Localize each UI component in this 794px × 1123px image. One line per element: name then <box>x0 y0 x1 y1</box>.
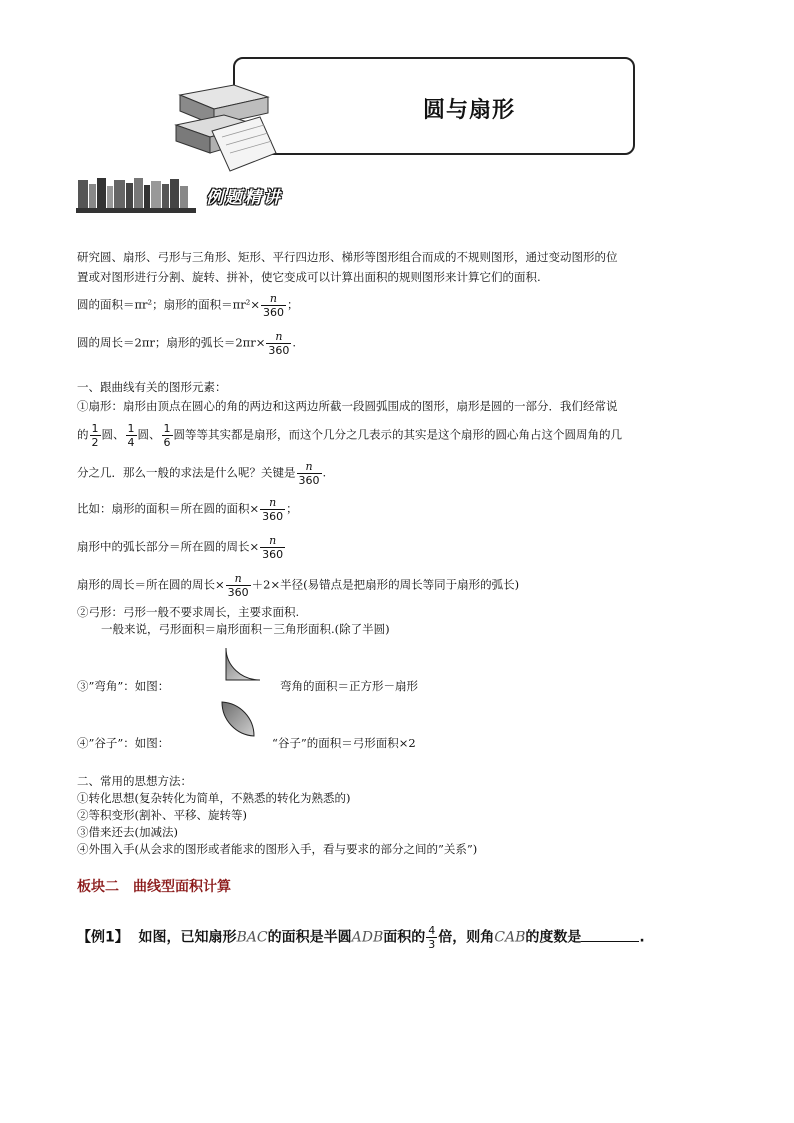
text: 比如：扇形的面积＝所在圆的面积× <box>77 501 260 516</box>
text: 面积的 <box>383 929 426 946</box>
var-bac: BAC <box>236 929 268 946</box>
example-area-formula <box>77 496 298 523</box>
section-heading <box>77 876 231 896</box>
intro-line-2: 置或对图形进行分割、旋转、拼补，使它变成可以计算出面积的规则图形来计算它们的面积. <box>77 270 541 284</box>
text: ＋2×半径(易错点是把扇形的周长等同于扇形的弧长) <box>251 577 520 592</box>
text: 扇形的周长＝所在圆的周长× <box>77 577 225 592</box>
item1-line-3 <box>77 460 326 487</box>
fraction-n-over-360: $\frac{n}{360}$ <box>262 534 284 561</box>
item3-label: ③”弯角”：如图： <box>77 679 170 693</box>
fraction-1-over-4: $\frac{1}{4}$ <box>127 422 135 449</box>
intro-line-1: 研究圆、扇形、弓形与三角形、矩形、平行四边形、梯形等图形组合而成的不规则图形，通过变动图形的位 <box>77 250 618 264</box>
fraction-n-over-360: $\frac{n}{360}$ <box>268 330 290 357</box>
text: 的 <box>77 427 89 442</box>
books-illustration <box>172 83 282 173</box>
answer-blank[interactable] <box>581 929 639 942</box>
example-tag: 【例1】 <box>77 929 129 946</box>
text: 圆、 <box>101 427 125 442</box>
var-adb: ADB <box>351 929 384 946</box>
fraction-n-over-360: $\frac{n}{360}$ <box>227 572 249 599</box>
item4-formula: “谷子”的面积＝弓形面积×2 <box>272 736 416 750</box>
example-perimeter-formula <box>77 572 519 599</box>
page-title: 圆与扇形 <box>423 98 516 123</box>
fraction-n-over-360: $\frac{n}{360}$ <box>298 460 320 487</box>
example-arc-formula <box>77 534 286 561</box>
item2-line-1: ②弓形：弓形一般不要求周长，主要求面积. <box>77 605 300 619</box>
bookshelf-banner-icon <box>76 174 196 214</box>
text: 的度数是 <box>525 929 582 946</box>
text: . <box>322 465 327 480</box>
formula-circle-perimeter <box>77 330 296 357</box>
text: . <box>639 929 645 946</box>
formula-circle-area <box>77 292 298 319</box>
text: ； <box>286 501 298 516</box>
fraction-1-over-2: $\frac{1}{2}$ <box>91 422 99 449</box>
formula-text: 圆的面积＝πr²；扇形的面积＝πr²× <box>77 297 260 312</box>
section-title: 曲线型面积计算 <box>133 879 231 895</box>
text: 倍，则角 <box>438 929 495 946</box>
grain-shape-figure <box>218 700 258 738</box>
formula-end: ； <box>286 297 299 312</box>
curved-corner-figure <box>224 646 264 682</box>
item4-label: ④”谷子”：如图： <box>77 736 170 750</box>
fraction-n-over-360: $\frac{n}{360}$ <box>262 292 284 319</box>
text: 圆等等其实都是扇形，而这个几分之几表示的其实是这个扇形的圆心角占这个圆周角的几 <box>173 427 622 442</box>
fraction-4-over-3: $\frac{4}{3}$ <box>428 924 436 951</box>
fraction-n-over-360: $\frac{n}{360}$ <box>262 496 284 523</box>
banner-label: 例题精讲 <box>206 188 282 208</box>
text: 扇形中的弧长部分＝所在圆的周长× <box>77 539 260 554</box>
formula-text: 圆的周长＝2πr；扇形的弧长＝2πr× <box>77 335 266 350</box>
part2-item-1: ①转化思想(复杂转化为简单，不熟悉的转化为熟悉的) <box>77 791 351 805</box>
part2-item-2: ②等积变形(割补、平移、旋转等) <box>77 808 247 822</box>
part2-heading: 二、常用的思想方法： <box>77 774 192 788</box>
item1-line-1: ①扇形：扇形由顶点在圆心的角的两边和这两边所截一段圆弧围成的图形，扇形是圆的一部分．我们经常说 <box>77 399 618 413</box>
part2-item-3: ③借来还去(加减法) <box>77 825 178 839</box>
title-box <box>233 57 635 155</box>
var-cab: CAB <box>494 929 526 946</box>
item2-line-2: 一般来说，弓形面积＝扇形面积－三角形面积.(除了半圆) <box>101 622 390 636</box>
text: 圆、 <box>137 427 161 442</box>
example-1 <box>77 924 645 951</box>
part1-heading: 一、跟曲线有关的图形元素： <box>77 380 227 394</box>
fraction-1-over-6: $\frac{1}{6}$ <box>163 422 171 449</box>
text: 分之几．那么一般的求法是什么呢？关键是 <box>77 465 296 480</box>
formula-end: . <box>292 335 297 350</box>
text: 的面积是半圆 <box>267 929 352 946</box>
item1-line-2 <box>77 422 622 449</box>
part2-item-4: ④外围入手(从会求的图形或者能求的图形入手，看与要求的部分之间的”关系”) <box>77 842 478 856</box>
text: 如图，已知扇形 <box>138 929 237 946</box>
item3-formula: 弯角的面积＝正方形－扇形 <box>280 679 418 693</box>
section-label: 板块二 <box>77 879 119 895</box>
